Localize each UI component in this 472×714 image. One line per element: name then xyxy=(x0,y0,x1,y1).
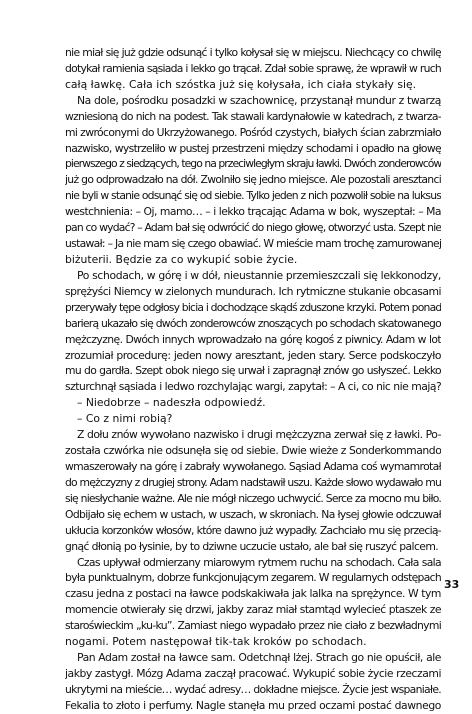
text-line: nie byli w stanie odsunąć się od siebie. Tylko jeden z nich pozwolił sobie na luksus xyxy=(65,189,441,203)
text-line: biżuterii. Będzie za co wykupić sobie życie. xyxy=(65,252,298,266)
text-line: była punktualnym, dobrze funkcjonującym zegarem. W regularnych odstępach xyxy=(65,571,441,585)
text-line: mężczyznę. Dwóch innych wprowadzało na górę kogoś z piwnicy. Adam w lot xyxy=(65,332,441,346)
text-line: przerywały tępe odgłosy bicia i dochodzące skądś zduszone krzyki. Potem ponad xyxy=(65,300,441,314)
text-line: całą ławkę. Cała ich szóstka już się kołysała, ich ciała stykały się. xyxy=(65,77,417,91)
text-line: została czwórka nie odsunęła się od siebie. Dwie wieże z Sonderkommando xyxy=(65,444,441,458)
text-line: Fekalia to złoto i perfumy. Nagle stanęła mu przed oczami postać dawnego xyxy=(65,698,441,712)
page-number: 33 xyxy=(444,578,460,591)
text-line: – Co z nimi robią? xyxy=(77,412,173,426)
text-line: się niesłychanie ważne. Ale nie mógł niczego uchwycić. Serce za mocno mu biło. xyxy=(65,491,441,505)
text-line: już go odprowadzało na dół. Zwolniło się jedno miejsce. Ale pozostali aresztanci xyxy=(65,173,441,187)
text-line: nazwisko, wystrzeliło w pustej przestrzeni między schodami i opadło na głowę xyxy=(65,141,441,155)
text-line: Odbijało się echem w ustach, w uszach, w skroniach. Na łysej głowie odczuwał xyxy=(65,507,441,521)
text-line: mu do gardła. Szept obok niego się urwał i zapragnął znów go usłyszeć. Lekko xyxy=(65,364,441,378)
text-line: szturchnął sąsiada i ledwo rozchylając wargi, zapytał: – A ci, co nic nie mają? xyxy=(65,380,441,394)
text-line: Czas upływał odmierzany miarowym rytmem ruchu na schodach. Cała sala xyxy=(77,555,441,569)
text-line: Pan Adam został na ławce sam. Odetchnął lżej. Strach go nie opuścił, ale xyxy=(77,651,441,665)
text-line: dotykał ramienia sąsiada i lekko go trącał. Zdał sobie sprawę, że wprawił w ruch xyxy=(65,61,441,75)
text-line: pan co wydać? – Adam bał się odwrócić do niego głowę, otworzyć usta. Szept nie xyxy=(65,221,441,235)
text-line: nogami. Potem następował tik-tak kroków po schodach. xyxy=(65,635,367,649)
text-line: wmaszerowały na górę i zabrały wywołanego. Sąsiad Adama coś wymamrotał xyxy=(65,459,441,473)
body-text xyxy=(65,45,441,714)
text-line: barierą ukazało się dwóch zonderowców znoszących po schodach skatowanego xyxy=(65,316,441,330)
text-line: westchnienia: – Oj, mamo… – i lekko trącając Adama w bok, wyszeptał: – Ma xyxy=(65,205,441,219)
text-line: gnąć dłonią po łysinie, by to dziwne uczucie ustało, ale bał się ruszyć palcem. xyxy=(65,539,439,553)
text-line: momencie otwierały się drzwi, jakby zaraz miał stamtąd wylecieć ptaszek ze xyxy=(65,603,441,617)
text-line: czasu jedna z postaci na ławce podskakiwała jak lalka na sprężynce. W tym xyxy=(65,587,441,601)
text-line: sprężyści Niemcy w zielonych mundurach. Ich rytmiczne stukanie obcasami xyxy=(65,284,441,298)
text-line: ukrytymi na mieście… wydać adresy… dokładne miejsce. Życie jest wspaniałe. xyxy=(65,682,441,696)
text-line: ukłucia korzonków włosów, które dawno już wypadły. Zachciało mu się przecią- xyxy=(65,523,441,537)
text-line: zrozumiał procedurę: jeden nowy aresztant, jeden stary. Serce podskoczyło xyxy=(65,348,441,362)
text-line: pierwszego z siedzących, tego na przeciwległym skraju ławki. Dwóch zonderowców xyxy=(65,157,441,171)
text-line: do mężczyzny z drugiej strony. Adam nadstawił uszu. Każde słowo wydawało mu xyxy=(65,475,441,489)
text-line: ustawał: – Ja nie mam się czego obawiać. W mieście mam trochę zamurowanej xyxy=(65,237,441,251)
text-line: mi zwróconymi do Ukrzyżowanego. Pośród czystych, białych ścian zabrzmiało xyxy=(65,125,441,139)
text-line: staroświeckim „ku-ku”. Zamiast niego wypadało przez nie ciało z bezwładnymi xyxy=(65,619,441,633)
text-line: Na dole, pośrodku posadzki w szachownicę, przystanął mundur z twarzą xyxy=(77,93,441,107)
text-line: Po schodach, w górę i w dół, nieustannie przemieszczali się lekkonodzy, xyxy=(77,268,441,282)
text-line: nie miał się już gdzie odsunąć i tylko kołysał się w miejscu. Niechcący co chwilę xyxy=(65,46,441,59)
text-line: – Niedobrze – nadeszła odpowiedź. xyxy=(77,396,266,410)
text-line: Z dołu znów wywołano nazwisko i drugi mężczyzna zerwał się z ławki. Po- xyxy=(77,428,441,442)
text-line: wzniesioną do nich na podest. Tak stawali kardynałowie w katedrach, z twarza- xyxy=(65,109,441,123)
text-line: jakby zastygł. Mózg Adama zaczął pracować. Wykupić sobie życie rzeczami xyxy=(65,666,441,680)
